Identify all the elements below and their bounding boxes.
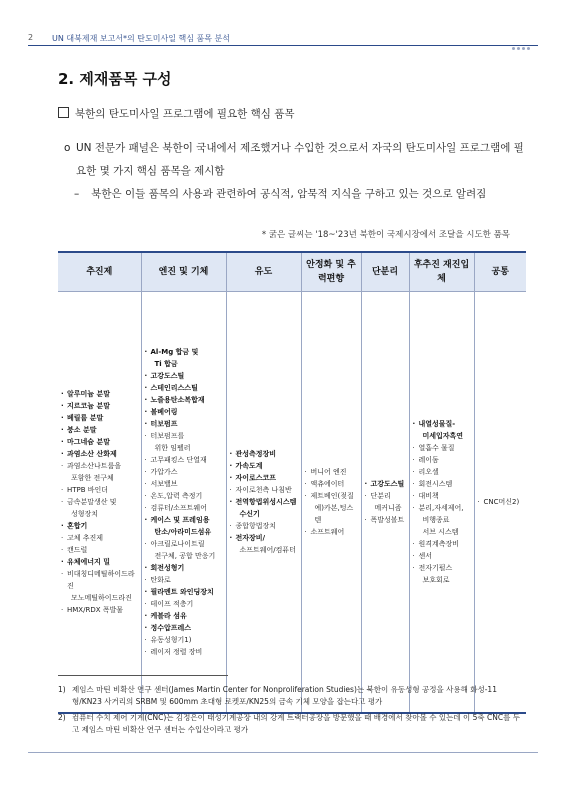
bullet-level-2 xyxy=(64,137,524,183)
table-item: 위한 임펠러 xyxy=(154,444,191,452)
bullet-level-2-marker: o xyxy=(64,142,71,154)
table-item: · 레이저 정렬 장비 xyxy=(145,646,223,658)
table-item: 미세입자흑연 xyxy=(422,432,464,440)
table-item: · 리오셀 xyxy=(413,466,471,478)
table-item: · 비대칭디메틸하이드라진 xyxy=(61,568,138,592)
table-item: · HMX/RDX 폭발물 xyxy=(61,604,138,616)
table-item: · 붕소 분말 xyxy=(61,424,138,436)
table-item: · 테이프 적층기 xyxy=(145,598,223,610)
page-number: 2 xyxy=(28,33,34,42)
table-item: · 유동성형기1) xyxy=(145,634,223,646)
table-item: 성형장치 xyxy=(71,510,99,518)
table-item: · 고강도스틸 xyxy=(145,370,223,382)
bullet-level-3-text: 북한은 이들 품목의 사용과 관련하여 공식적, 암묵적 지식을 구하고 있는 것으로 알려짐 xyxy=(91,188,487,200)
table-item: · 버니어 엔진 xyxy=(305,466,358,478)
table-item: · 단분리 xyxy=(365,490,406,502)
table-item: · 온도,압력 측정기 xyxy=(145,490,223,502)
table-item: · 전역항법위성시스템 xyxy=(230,496,298,508)
table-item: 포함한 전구체 xyxy=(71,474,114,482)
footnote-1 xyxy=(58,684,520,708)
table-item: · 가속도계 xyxy=(230,460,298,472)
footnote-rule xyxy=(58,675,228,676)
table-item: · 케블라 섬유 xyxy=(145,610,223,622)
cell-stage-separation xyxy=(361,292,409,714)
header-engine-airframe: 엔진 및 기체 xyxy=(141,252,226,292)
table-item: · 내열성물질- xyxy=(413,418,471,430)
table-item: · Al-Mg 합금 및 xyxy=(145,346,223,358)
table-item: · 센서 xyxy=(413,550,471,562)
table-item: · 정수압프레스 xyxy=(145,622,223,634)
header-stage-separation: 단분리 xyxy=(361,252,409,292)
table-item: · 케이스 및 프레임용 xyxy=(145,514,223,526)
table-item: · 고무패킹스 단열재 xyxy=(145,454,223,466)
table-item: 전구체, 공합 만응기 xyxy=(154,552,216,560)
header-rule xyxy=(28,45,538,46)
header-common: 공통 xyxy=(474,252,526,292)
table-item: · 서보밸브 xyxy=(145,478,223,490)
table-item: · 알루미늄 분말 xyxy=(61,388,138,400)
table-item: · 분리,자세제어, xyxy=(413,502,471,514)
table-item: · 원격계측장비 xyxy=(413,538,471,550)
footnote-number: 2) xyxy=(58,713,66,722)
table-item: · 자이로천측 나침반 xyxy=(230,484,298,496)
table-item: · 유체에너지 밀 xyxy=(61,556,138,568)
table-item: 보호회로 xyxy=(422,576,450,584)
cell-common xyxy=(474,292,526,714)
table-item: 메커니즘 xyxy=(374,504,402,512)
table-item: · 고체 추진제 xyxy=(61,532,138,544)
table-item: · 노즐용탄소복합재 xyxy=(145,394,223,406)
cell-guidance xyxy=(226,292,301,714)
table-item: · 마그네슘 분말 xyxy=(61,436,138,448)
table-item: · 금속분말생산 및 xyxy=(61,496,138,508)
table-item: · 대비책 xyxy=(413,490,471,502)
table-item: · 회전성형기 xyxy=(145,562,223,574)
footnote-number: 1) xyxy=(58,685,66,694)
table-item: · 고강도스틸 xyxy=(365,478,406,490)
table-item: · 터보펌프 xyxy=(145,418,223,430)
table-item: · 필라멘트 와인딩장치 xyxy=(145,586,223,598)
table-item: · 열흡수 물질 xyxy=(413,442,471,454)
cell-stabilization xyxy=(301,292,361,714)
header-guidance: 유도 xyxy=(226,252,301,292)
table-item: · 볼베어링 xyxy=(145,406,223,418)
table-item: · 폭발성볼트 xyxy=(365,514,406,526)
table-note: * 굵은 글씨는 '18~'23년 북한이 국제시장에서 조달을 시도한 품목 xyxy=(261,230,510,240)
table-item: · 검류터/소프트웨어 xyxy=(145,502,223,514)
table-item: · 혼합기 xyxy=(61,520,138,532)
header-reentry: 후추진 재진입체 xyxy=(409,252,474,292)
header-propellant: 추진제 xyxy=(58,252,141,292)
table-item: · HTPB 바인더 xyxy=(61,484,138,496)
table-item: 비행종료 xyxy=(422,516,450,524)
table-item: 탄소/아라미드섬유 xyxy=(154,528,212,536)
table-item: · 과염소산 산화제 xyxy=(61,448,138,460)
running-title: UN 대북제재 보고서*의 탄도미사일 핵심 품목 분석 xyxy=(52,34,230,43)
table-item: 모노메틸하이드라진 xyxy=(71,594,132,602)
cell-propellant xyxy=(58,292,141,714)
table-item: 서브 시스템 xyxy=(422,528,459,536)
bullet-level-3-marker: – xyxy=(74,188,80,200)
cell-reentry xyxy=(409,292,474,714)
table-item: · 베릴륨 분말 xyxy=(61,412,138,424)
table-item: · 소프트웨어 xyxy=(305,526,358,538)
table-item: · 액츄에이터 xyxy=(305,478,358,490)
table-item: · 전자장비/ xyxy=(230,532,298,544)
sanction-items-table xyxy=(58,251,526,714)
bullet-level-3 xyxy=(74,186,486,201)
footnote-text: 컴퓨터 수치 제어 기계(CNC)는 김정은이 태성기계공장 내의 강계 트랙터공장을 방문했을 때 배경에서 찾아볼 수 있는데 이 5축 CNC를 두고 제임스 마틴 비확산 연구 센터는 수입산이라고 평가 xyxy=(72,713,520,734)
footnote-text: 제임스 마틴 비확산 연구 센터(James Martin Center for Nonproliferation Studies)는 북한이 유동성형 공정을 사용해 화성-11형/KN23 사거리의 SRBM 및 600mm 초대형 로켓포/KN25의 금속 기체 모양을 잡는다고 평가 xyxy=(72,685,497,706)
table-item: Ti 합금 xyxy=(154,360,178,368)
table-item: 소프트웨어/컴퓨터 xyxy=(239,546,296,554)
table-item: · 터보펌프를 xyxy=(145,430,223,442)
table-item: · 관성측정장비 xyxy=(230,448,298,460)
table-item: · 과염소산나트륨을 xyxy=(61,460,138,472)
table-item: · 스테인리스스틸 xyxy=(145,382,223,394)
table-item: · 아크릴로나이트릴 xyxy=(145,538,223,550)
table-item: · 제트베인(젖질 xyxy=(305,490,358,502)
table-item: 예)카본,텅스텐 xyxy=(314,504,354,524)
bullet-level-1-text: 북한의 탄도미사일 프로그램에 필요한 핵심 품목 xyxy=(75,108,295,120)
table-item: · 레이돔 xyxy=(413,454,471,466)
table-item: · 탄화로 xyxy=(145,574,223,586)
header-stabilization: 안정화 및 추력편향 xyxy=(301,252,361,292)
section-title: 2. 제재품목 구성 xyxy=(58,70,172,88)
table-item: · 회전시스템 xyxy=(413,478,471,490)
table-item: 수신기 xyxy=(239,510,260,518)
bottom-rule xyxy=(28,752,538,753)
table-item: · 지르코늄 분말 xyxy=(61,400,138,412)
bullet-level-1 xyxy=(58,106,295,121)
table-item: · 종합항법장치 xyxy=(230,520,298,532)
table-item: · 캔드럴 xyxy=(61,544,138,556)
square-bullet-icon xyxy=(58,107,69,118)
cell-engine-airframe xyxy=(141,292,226,714)
page-header xyxy=(0,0,566,43)
table-item: · CNC머신2) xyxy=(478,496,524,508)
table-item: · 자이로스코프 xyxy=(230,472,298,484)
table-item: · 가압가스 xyxy=(145,466,223,478)
table-item: · 전자기펄스 xyxy=(413,562,471,574)
footnote-2 xyxy=(58,712,520,736)
bullet-level-2-text: UN 전문가 패널은 북한이 국내에서 제조했거나 수입한 것으로서 자국의 탄도미사일 프로그램에 필요한 몇 가지 핵심 품목을 제시함 xyxy=(76,142,524,177)
